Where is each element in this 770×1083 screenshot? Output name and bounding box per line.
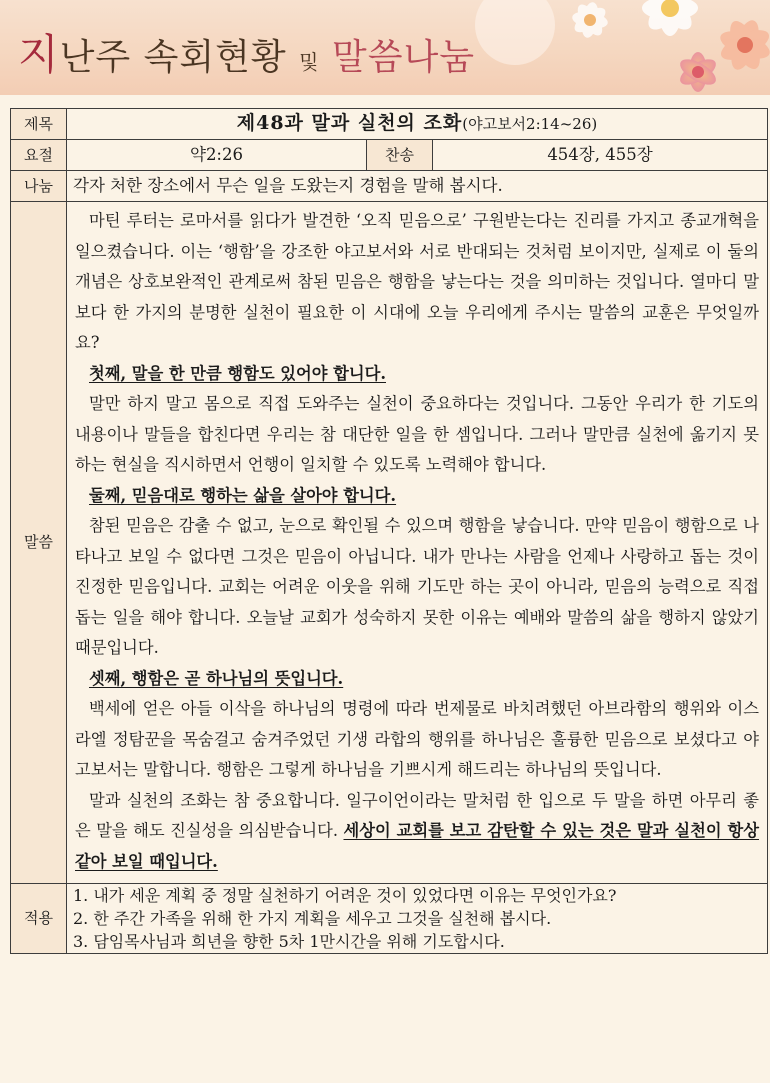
apply-item: 1. 내가 세운 계획 중 정말 실천하기 어려운 것이 있었다면 이유는 무엇인가요? (73, 886, 617, 905)
page-title (18, 22, 475, 82)
row-verse (11, 140, 768, 171)
lesson-title-reference: (야고보서2:14~26) (462, 115, 598, 134)
sermon-body (67, 202, 768, 884)
title-text: 난주 속회현황 (59, 37, 287, 78)
hymn-value: 454장, 455장 (433, 140, 768, 171)
verse-value: 약2:26 (67, 140, 367, 171)
sermon-intro: 마틴 루터는 로마서를 읽다가 발견한 ‘오직 믿음으로’ 구원받는다는 진리를 가지고 종교개혁을 일으켰습니다. 이는 ‘행함’을 강조한 야고보서와 서로 반대되는 것처럼 보이지만, 실제로 이 둘의 개념은 상호보완적인 관계로써 참된 믿음은 행함을 낳는다는 것을 의미하는 것입니다. 열마디 말보다 한 가지의 분명한 실천이 필요한 이 시대에 오늘 우리에게 주시는 말씀의 교훈은 무엇일까요? (75, 211, 759, 352)
row-word (11, 202, 768, 884)
share-value: 각자 처한 장소에서 무슨 일을 도왔는지 경험을 말해 봅시다. (67, 171, 768, 202)
apply-list (67, 884, 768, 954)
title-conjunction: 및 (299, 50, 320, 74)
label-title: 제목 (11, 109, 67, 140)
sermon-paragraph-4-text: 말과 실천의 조화는 참 중요합니다. 일구이언이라는 말처럼 한 입으로 두 말을 하면 아무리 좋은 말을 해도 진실성을 의심받습니다. (75, 790, 759, 840)
label-hymn: 찬송 (367, 140, 433, 171)
lesson-title-main: 제48과 말과 실천의 조화 (236, 112, 463, 135)
title-end: 말씀나눔 (331, 37, 476, 78)
lesson-table (10, 108, 768, 954)
sermon-paragraph-4 (75, 786, 759, 878)
apply-item: 2. 한 주간 가족을 위해 한 가지 계획을 세우고 그것을 실천해 봅시다. (73, 909, 552, 928)
sermon-paragraph-3: 백세에 얻은 아들 이삭을 하나님의 명령에 따라 번제물로 바치려했던 아브라함의 행위와 이스라엘 정탐꾼을 목숨걸고 숨겨주었던 기생 라합의 행위를 하나님은 훌륭한 믿음으로 보셨다고 야고보서는 말합니다. 행함은 그렇게 하나님을 기쁘시게 해드리는 하나님의 뜻입니다. (75, 699, 759, 779)
title-first-letter: 지 (18, 30, 60, 79)
sermon-heading-3: 셋째, 행함은 곧 하나님의 뜻입니다. (89, 668, 344, 688)
sermon-paragraph-1: 말만 하지 말고 몸으로 직접 도와주는 실천이 중요하다는 것입니다. 그동안 우리가 한 기도의 내용이나 말들을 합친다면 우리는 참 대단한 일을 한 셈입니다. 그러나 말만큼 실천에 옮기지 못하는 현실을 직시하면서 언행이 일치할 수 있도록 노력해야 합니다. (75, 394, 759, 474)
apply-item: 3. 담임목사님과 희년을 향한 5차 1만시간을 위해 기도합시다. (73, 932, 505, 951)
sermon-emphasis: 세상이 교회를 보고 감탄할 수 있는 것은 말과 실천이 항상 같아 보일 때입니다. (75, 821, 759, 871)
row-share (11, 171, 768, 202)
label-word: 말씀 (11, 202, 67, 884)
label-apply: 적용 (11, 884, 67, 954)
sermon-paragraph-2: 참된 믿음은 감출 수 없고, 눈으로 확인될 수 있으며 행함을 낳습니다. 만약 믿음이 행함으로 나타나고 보일 수 없다면 그것은 믿음이 아닙니다. 내가 만나는 사람을 언제나 사랑하고 돕는 것이 진정한 믿음입니다. 교회는 어려운 이웃을 위해 기도만 하는 곳이 아니라, 믿음의 능력으로 직접 돕는 일을 해야 합니다. 오늘날 교회가 성숙하지 못한 이유는 예배와 말씀의 삶을 행하지 않았기 때문입니다. (75, 516, 759, 657)
row-title (11, 109, 768, 140)
sermon-heading-2: 둘째, 믿음대로 행하는 삶을 살아야 합니다. (89, 485, 397, 505)
sermon-heading-1: 첫째, 말을 한 만큼 행함도 있어야 합니다. (89, 363, 386, 383)
label-verse: 요절 (11, 140, 67, 171)
flower-decoration-icon (440, 0, 770, 95)
page-header (0, 0, 770, 95)
label-share: 나눔 (11, 171, 67, 202)
lesson-title (67, 109, 768, 140)
row-apply (11, 884, 768, 954)
